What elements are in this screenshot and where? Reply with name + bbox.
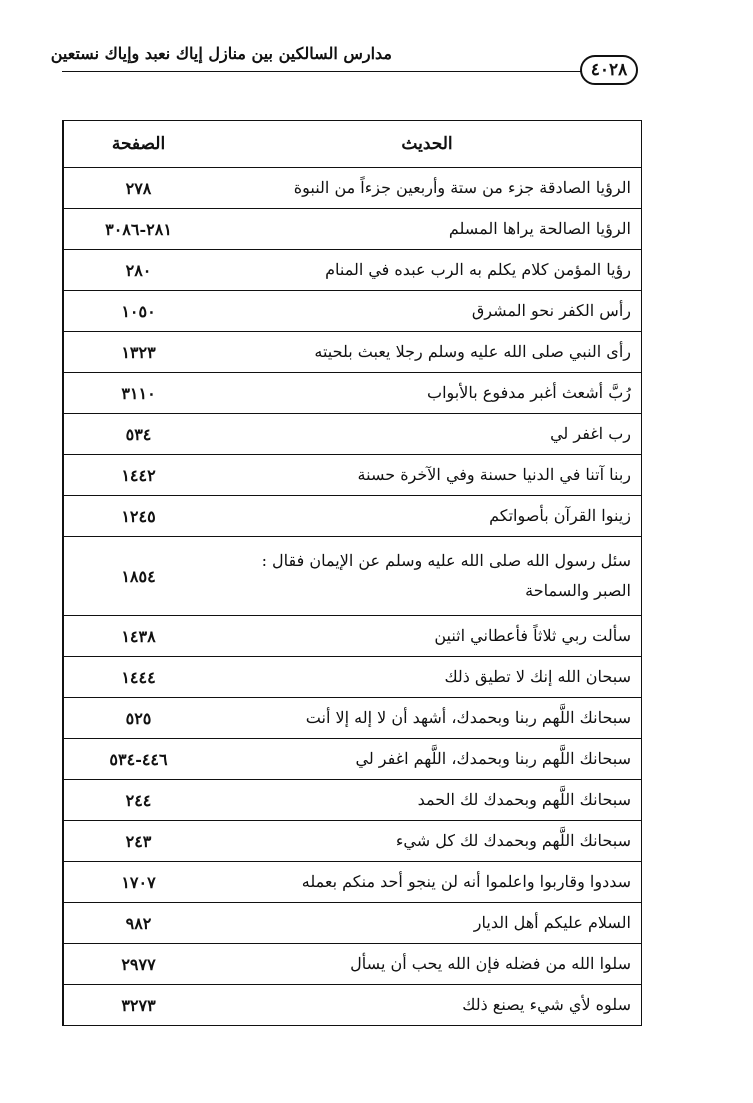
hadith-cell: سألت ربي ثلاثاً فأعطاني اثنين [434,626,631,645]
table-row [63,331,641,372]
table-row [63,413,641,454]
page-cell: ٥٣٤ [63,414,213,454]
table-row [63,615,641,656]
page-cell: ١٣٢٣ [63,332,213,372]
hadith-cell: ربنا آتنا في الدنيا حسنة وفي الآخرة حسنة [357,465,631,484]
page-cell: ٣١١٠ [63,373,213,413]
page-cell: ٤٤٦-٥٣٤ [63,739,213,779]
table-row [63,495,641,536]
table-row [63,536,641,615]
table-row [63,779,641,820]
hadith-cell: سئل رسول الله صلى الله عليه وسلم عن الإيمان فقال : الصبر والسماحة [261,551,631,600]
hadith-cell: الرؤيا الصالحة يراها المسلم [448,219,631,238]
header-rule [62,71,582,72]
table-row [63,861,641,902]
page-header [50,38,642,88]
table-row [63,290,641,331]
table-row [63,167,641,208]
page-cell: ١٨٥٤ [63,537,213,615]
page-cell: ١٠٥٠ [63,291,213,331]
table-row [63,738,641,779]
hadith-cell: رُبَّ أشعث أغبر مدفوع بالأبواب [427,383,631,402]
hadith-cell: سددوا وقاربوا واعلموا أنه لن ينجو أحد منكم بعمله [301,872,631,891]
hadith-cell: رؤيا المؤمن كلام يكلم به الرب عبده في المنام [325,260,631,279]
page-cell: ٢٩٧٧ [63,944,213,984]
page-cell: ١٤٣٨ [63,616,213,656]
page-cell: ٢٨١-٣٠٨٦ [63,209,213,249]
hadith-cell: سلوا الله من فضله فإن الله يحب أن يسأل [350,954,631,973]
hadith-cell: رأى النبي صلى الله عليه وسلم رجلا يعبث بلحيته [314,342,631,361]
hadith-cell: سبحانك اللَّهم ربنا وبحمدك، أشهد أن لا إله إلا أنت [305,708,631,727]
page-cell: ٢٧٨ [63,168,213,208]
hadith-cell: سبحانك اللَّهم وبحمدك لك كل شيء [395,831,631,850]
hadith-cell: سبحانك اللَّهم ربنا وبحمدك، اللَّهم اغفر لي [355,749,631,768]
page-cell: ٢٤٤ [63,780,213,820]
column-header-page: الصفحة [63,121,213,167]
table-row [63,249,641,290]
running-title: مدارس السالكين بين منازل إياك نعبد وإياك نستعين [50,44,392,63]
table-row [63,372,641,413]
hadith-cell: رب اغفر لي [550,424,631,443]
page-cell: ٢٨٠ [63,250,213,290]
table-row [63,984,641,1025]
table-row [63,656,641,697]
hadith-cell: السلام عليكم أهل الديار [473,913,631,932]
hadith-cell: سلوه لأي شيء يصنع ذلك [462,995,631,1014]
page-cell: ٥٢٥ [63,698,213,738]
hadith-cell: الرؤيا الصادقة جزء من ستة وأربعين جزءاً من النبوة [293,178,631,197]
table-row [63,208,641,249]
page-cell: ٢٤٣ [63,821,213,861]
page-cell: ١٤٤٤ [63,657,213,697]
hadith-index-table [62,120,642,1026]
table-row [63,454,641,495]
page-cell: ١٤٤٢ [63,455,213,495]
page-cell: ١٢٤٥ [63,496,213,536]
page-cell: ١٧٠٧ [63,862,213,902]
page-cell: ٩٨٢ [63,903,213,943]
table-header-row [63,121,641,167]
hadith-cell: سبحانك اللَّهم وبحمدك لك الحمد [417,790,631,809]
table-row [63,697,641,738]
page-number-badge: ٤٠٢٨ [580,55,638,85]
hadith-cell: سبحان الله إنك لا تطيق ذلك [444,667,631,686]
hadith-cell: زينوا القرآن بأصواتكم [489,506,631,525]
table-row [63,820,641,861]
table-row [63,902,641,943]
page-cell: ٣٢٧٣ [63,985,213,1025]
hadith-cell: رأس الكفر نحو المشرق [471,301,631,320]
table-row [63,943,641,984]
column-header-hadith: الحديث [401,134,453,154]
